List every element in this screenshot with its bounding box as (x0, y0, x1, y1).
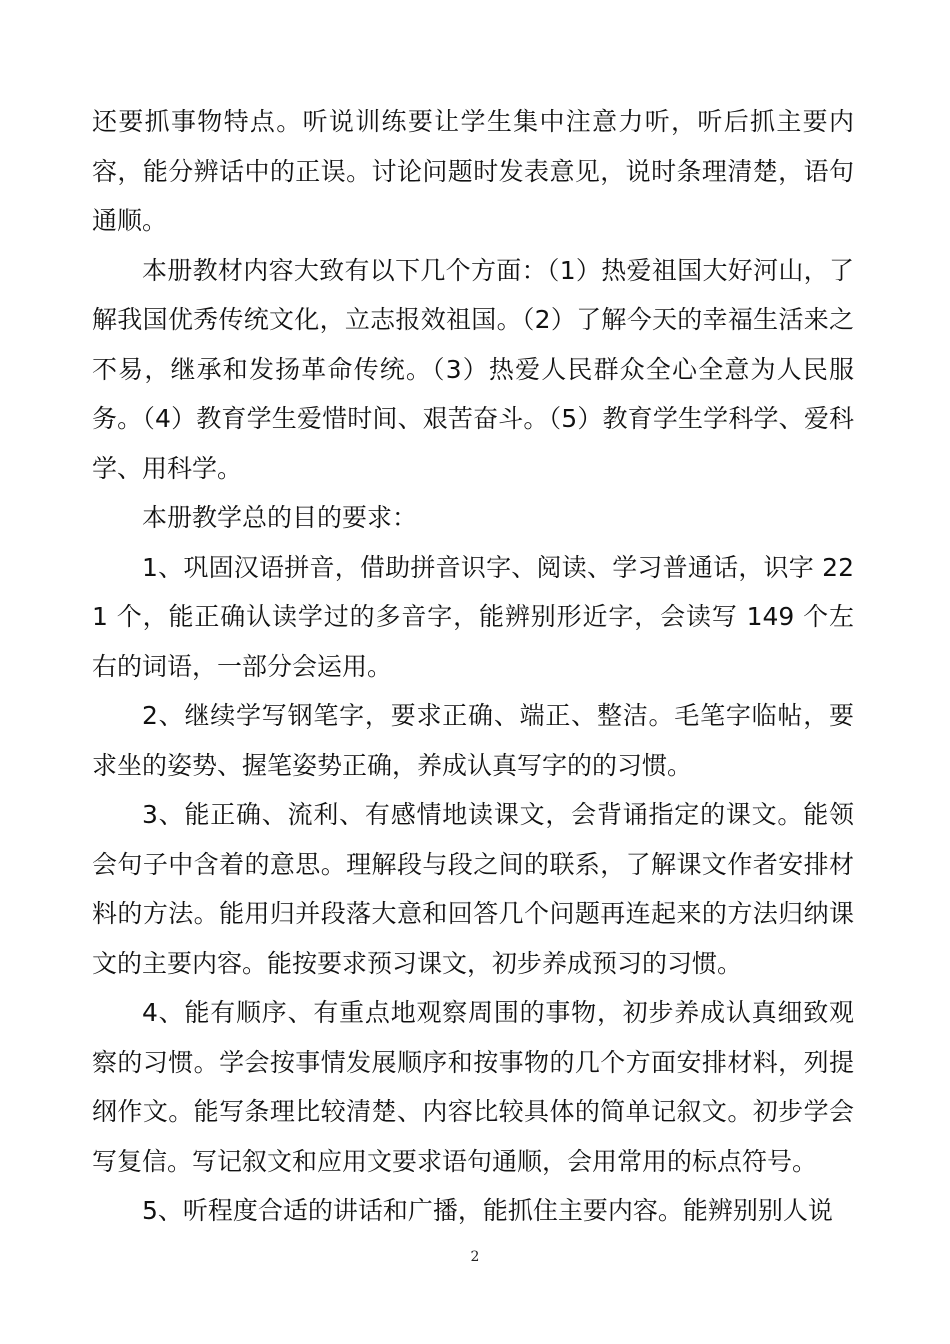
document-body (92, 97, 854, 1236)
paragraph-textbook-content: 本册教材内容大致有以下几个方面：（1）热爱祖国大好河山，了解我国优秀传统文化，立志报效祖国。（2）了解今天的幸福生活来之不易，继承和发扬革命传统。（3）热爱人民群众全心全意为人民服务。（4）教育学生爱惜时间、艰苦奋斗。（5）教育学生学科学、爱科学、用科学。 (92, 255, 854, 483)
paragraph-goal-2: 2、继续学写钢笔字，要求正确、端正、整洁。毛笔字临帖，要求坐的姿势、握笔姿势正确，养成认真写字的的习惯。 (92, 701, 854, 780)
page-number: 2 (470, 1249, 480, 1265)
paragraph-continued: 还要抓事物特点。听说训练要让学生集中注意力听，听后抓主要内容，能分辨话中的正误。讨论问题时发表意见，说时条理清楚，语句通顺。 (92, 107, 854, 235)
paragraph-goal-3: 3、能正确、流利、有感情地读课文，会背诵指定的课文。能领会句子中含着的意思。理解段与段之间的联系，了解课文作者安排材料的方法。能用归并段落大意和回答几个问题再连起来的方法归纳课文的主要内容。能按要求预习课文，初步养成预习的习惯。 (92, 800, 854, 978)
paragraph-goal-1: 1、巩固汉语拼音，借助拼音识字、阅读、学习普通话，识字 221 个，能正确认读学过的多音字，能辨别形近字，会读写 149 个左右的词语，一部分会运用。 (92, 552, 854, 681)
paragraph-goals-heading: 本册教学总的目的要求： (142, 503, 418, 532)
paragraph-goal-4: 4、能有顺序、有重点地观察周围的事物，初步养成认真细致观察的习惯。学会按事情发展顺序和按事物的几个方面安排材料，列提纲作文。能写条理比较清楚、内容比较具体的简单记叙文。初步学会写复信。写记叙文和应用文要求语句通顺，会用常用的标点符号。 (92, 998, 854, 1176)
paragraph-goal-5: 5、听程度合适的讲话和广播，能抓住主要内容。能辨别别人说 (142, 1196, 833, 1225)
